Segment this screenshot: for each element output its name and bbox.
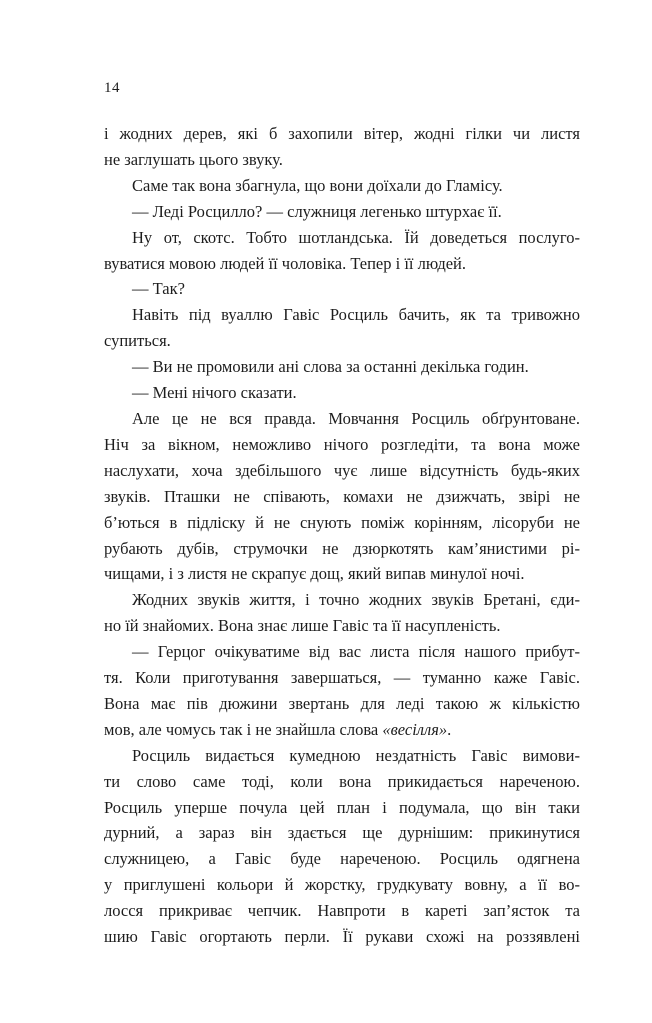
text-segment: Але це не вся правда. Мовчання Росциль обґрунтоване. bbox=[132, 408, 580, 428]
text-line bbox=[104, 276, 580, 302]
text-segment: — Так? bbox=[132, 279, 185, 299]
text-line bbox=[104, 691, 580, 717]
text-segment: шию Гавіс огортають перли. Її рукави схожі на роззявлені bbox=[104, 927, 580, 947]
text-line bbox=[104, 173, 580, 199]
text-line bbox=[104, 406, 580, 432]
text-line bbox=[104, 820, 580, 846]
text-line bbox=[104, 302, 580, 328]
text-segment: Жодних звуків життя, і точно жодних звуків Бретані, єди- bbox=[132, 590, 580, 610]
text-segment: вуватися мовою людей її чоловіка. Тепер і її людей. bbox=[104, 253, 467, 273]
text-line bbox=[104, 121, 580, 147]
text-segment: звуків. Пташки не співають, комахи не дзижчать, звірі не bbox=[104, 486, 580, 506]
text-segment: рубають дубів, струмочки не дзюркотять кам’янистими рі- bbox=[104, 538, 580, 558]
text-segment: наслухати, хоча здебільшого чує лише відсутність будь-яких bbox=[104, 460, 580, 480]
text-line bbox=[104, 846, 580, 872]
text-line bbox=[104, 898, 580, 924]
text-segment: Навіть під вуаллю Гавіс Росциль бачить, як та тривожно bbox=[132, 305, 580, 325]
text-line bbox=[104, 639, 580, 665]
text-line bbox=[104, 510, 580, 536]
text-line bbox=[104, 665, 580, 691]
text-line bbox=[104, 225, 580, 251]
text-line bbox=[104, 872, 580, 898]
text-segment: лосся прикриває чепчик. Навпроти в кареті зап’ясток та bbox=[104, 901, 580, 921]
text-line bbox=[104, 924, 580, 950]
text-line bbox=[104, 328, 580, 354]
text-line bbox=[104, 536, 580, 562]
text-segment: Росциль видається кумедною нездатність Гавіс вимови- bbox=[132, 745, 580, 765]
text-line bbox=[104, 587, 580, 613]
text-segment: — Герцог очікуватиме від вас листа після нашого прибут- bbox=[132, 642, 580, 662]
text-segment: тя. Коли приготування завершаться, — туманно каже Гавіс. bbox=[104, 668, 580, 688]
italic-text: «весілля» bbox=[382, 719, 448, 739]
text-segment: у приглушені кольори й жорстку, грудкувату вовну, а її во- bbox=[104, 875, 580, 895]
text-segment: — Ви не промовили ані слова за останні декілька годин. bbox=[132, 357, 529, 377]
text-line bbox=[104, 380, 580, 406]
text-line bbox=[104, 147, 580, 173]
text-line bbox=[104, 251, 580, 277]
text-line bbox=[104, 458, 580, 484]
text-segment: служницею, а Гавіс буде нареченою. Росциль одягнена bbox=[104, 849, 580, 869]
text-segment: чищами, і з листя не скрапує дощ, який випав минулої ночі. bbox=[104, 564, 525, 584]
text-line bbox=[104, 484, 580, 510]
text-segment: Саме так вона збагнула, що вони доїхали до Гламісу. bbox=[132, 175, 503, 195]
text-segment: — Леді Росцилло? — служниця легенько штурхає її. bbox=[132, 201, 502, 221]
text-line bbox=[104, 199, 580, 225]
text-segment: . bbox=[447, 719, 452, 739]
page-number: 14 bbox=[104, 80, 120, 96]
text-segment: б’ються в підліску й не снують поміж корінням, лісоруби не bbox=[104, 512, 580, 532]
body-text bbox=[104, 121, 580, 950]
text-segment: Ніч за вікном, неможливо нічого розгледіти, та вона може bbox=[104, 434, 580, 454]
text-segment: — Мені нічого сказати. bbox=[132, 383, 297, 403]
text-line bbox=[104, 769, 580, 795]
text-segment: не заглушать цього звуку. bbox=[104, 149, 283, 169]
text-line bbox=[104, 795, 580, 821]
text-segment: но їй знайомих. Вона знає лише Гавіс та її насупленість. bbox=[104, 616, 501, 636]
text-segment: супиться. bbox=[104, 331, 171, 351]
text-segment: Росциль уперше почула цей план і подумала, що він таки bbox=[104, 797, 580, 817]
text-line bbox=[104, 432, 580, 458]
text-line bbox=[104, 613, 580, 639]
text-segment: дурний, а зараз він здається ще дурнішим: прикинутися bbox=[104, 823, 580, 843]
text-line bbox=[104, 561, 580, 587]
text-line bbox=[104, 743, 580, 769]
text-segment: ти слово саме тоді, коли вона прикидається нареченою. bbox=[104, 771, 580, 791]
text-segment: Ну от, скотс. Тобто шотландська. Їй доведеться послуго- bbox=[132, 227, 580, 247]
text-line bbox=[104, 717, 580, 743]
text-line bbox=[104, 354, 580, 380]
text-segment: і жодних дерев, які б захопили вітер, жодні гілки чи листя bbox=[104, 124, 580, 143]
text-segment: Вона має пів дюжини звертань для леді такою ж кількістю bbox=[104, 693, 580, 713]
text-segment: мов, але чомусь так і не знайшла слова bbox=[104, 719, 383, 739]
